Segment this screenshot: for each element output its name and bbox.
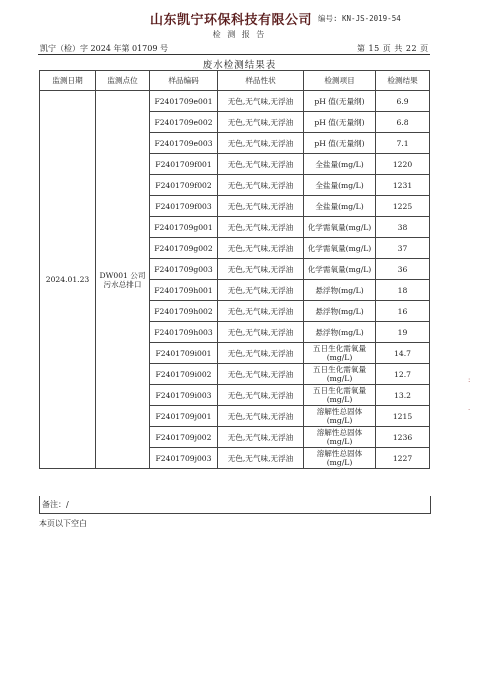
test-result: 19 [376,322,430,343]
company-name: 山东凯宁环保科技有限公司 [150,13,313,28]
header-date: 监测日期 [40,71,96,91]
sample-trait: 无色,无气味,无浮油 [218,322,304,343]
sample-trait: 无色,无气味,无浮油 [218,154,304,175]
test-result: 1231 [376,175,430,196]
sample-trait: 无色,无气味,无浮油 [218,91,304,112]
test-result: 1225 [376,196,430,217]
document-number: 编号: KN-JS-2019-54 [318,14,401,23]
sample-trait: 无色,无气味,无浮油 [218,280,304,301]
results-table [39,70,430,469]
test-item: 悬浮物(mg/L) [304,322,376,343]
test-result: 13.2 [376,385,430,406]
sample-code: F2401709e003 [150,133,218,154]
report-subtitle: 检 测 报 告 [212,30,267,39]
test-result: 1215 [376,406,430,427]
test-result: 37 [376,238,430,259]
monitoring-site: DW001 公司污水总排口 [96,91,150,469]
test-result: 7.1 [376,133,430,154]
header-rule [38,54,430,55]
sample-code: F2401709h001 [150,280,218,301]
test-result: 16 [376,301,430,322]
test-item: 五日生化需氧量(mg/L) [304,385,376,406]
test-result: 1236 [376,427,430,448]
sample-code: F2401709i002 [150,364,218,385]
table-row [40,91,430,112]
edge-mark: . [468,404,471,412]
sample-trait: 无色,无气味,无浮油 [218,301,304,322]
table-header-row [40,71,430,91]
remarks: 备注：/ [39,496,431,514]
test-item: 溶解性总固体(mg/L) [304,448,376,469]
test-result: 18 [376,280,430,301]
header-site: 监测点位 [96,71,150,91]
sample-code: F2401709i001 [150,343,218,364]
sample-code: F2401709j002 [150,427,218,448]
test-result: 1220 [376,154,430,175]
table-body [40,91,430,469]
test-result: 38 [376,217,430,238]
test-result: 6.8 [376,112,430,133]
test-item: 五日生化需氧量(mg/L) [304,364,376,385]
test-item: 化学需氧量(mg/L) [304,217,376,238]
sample-code: F2401709g001 [150,217,218,238]
sample-code: F2401709j003 [150,448,218,469]
report-number: 凯宁（检）字 2024 年第 01709 号 [40,44,168,53]
sample-code: F2401709e002 [150,112,218,133]
sample-trait: 无色,无气味,无浮油 [218,448,304,469]
sample-code: F2401709g003 [150,259,218,280]
sample-code: F2401709h002 [150,301,218,322]
test-result: 6.9 [376,91,430,112]
test-item: 全盐量(mg/L) [304,175,376,196]
sample-trait: 无色,无气味,无浮油 [218,112,304,133]
sample-trait: 无色,无气味,无浮油 [218,238,304,259]
test-item: 五日生化需氧量(mg/L) [304,343,376,364]
header-code: 样品编码 [150,71,218,91]
sample-trait: 无色,无气味,无浮油 [218,259,304,280]
test-item: 溶解性总固体(mg/L) [304,406,376,427]
sample-code: F2401709f003 [150,196,218,217]
sample-trait: 无色,无气味,无浮油 [218,133,304,154]
test-result: 12.7 [376,364,430,385]
test-item: pH 值(无量纲) [304,91,376,112]
sample-code: F2401709f002 [150,175,218,196]
sample-trait: 无色,无气味,无浮油 [218,217,304,238]
monitoring-date: 2024.01.23 [40,91,96,469]
sample-trait: 无色,无气味,无浮油 [218,196,304,217]
sample-trait: 无色,无气味,无浮油 [218,175,304,196]
header-trait: 样品性状 [218,71,304,91]
table-title: 废水检测结果表 [202,60,277,71]
test-item: 化学需氧量(mg/L) [304,238,376,259]
test-item: 化学需氧量(mg/L) [304,259,376,280]
sample-code: F2401709g002 [150,238,218,259]
test-result: 36 [376,259,430,280]
sample-code: F2401709j001 [150,406,218,427]
test-item: pH 值(无量纲) [304,112,376,133]
sample-trait: 无色,无气味,无浮油 [218,364,304,385]
test-item: pH 值(无量纲) [304,133,376,154]
sample-code: F2401709e001 [150,91,218,112]
edge-mark: : [468,376,471,384]
test-item: 悬浮物(mg/L) [304,301,376,322]
page-info: 第 15 页 共 22 页 [357,44,429,53]
test-result: 1227 [376,448,430,469]
sample-code: F2401709f001 [150,154,218,175]
sample-trait: 无色,无气味,无浮油 [218,427,304,448]
test-item: 全盐量(mg/L) [304,196,376,217]
header-result: 检测结果 [376,71,430,91]
sample-trait: 无色,无气味,无浮油 [218,385,304,406]
sample-trait: 无色,无气味,无浮油 [218,343,304,364]
sample-trait: 无色,无气味,无浮油 [218,406,304,427]
test-result: 14.7 [376,343,430,364]
test-item: 溶解性总固体(mg/L) [304,427,376,448]
sample-code: F2401709i003 [150,385,218,406]
test-item: 全盐量(mg/L) [304,154,376,175]
sample-code: F2401709h003 [150,322,218,343]
blank-note: 本页以下空白 [39,519,87,528]
test-item: 悬浮物(mg/L) [304,280,376,301]
header-item: 检测项目 [304,71,376,91]
